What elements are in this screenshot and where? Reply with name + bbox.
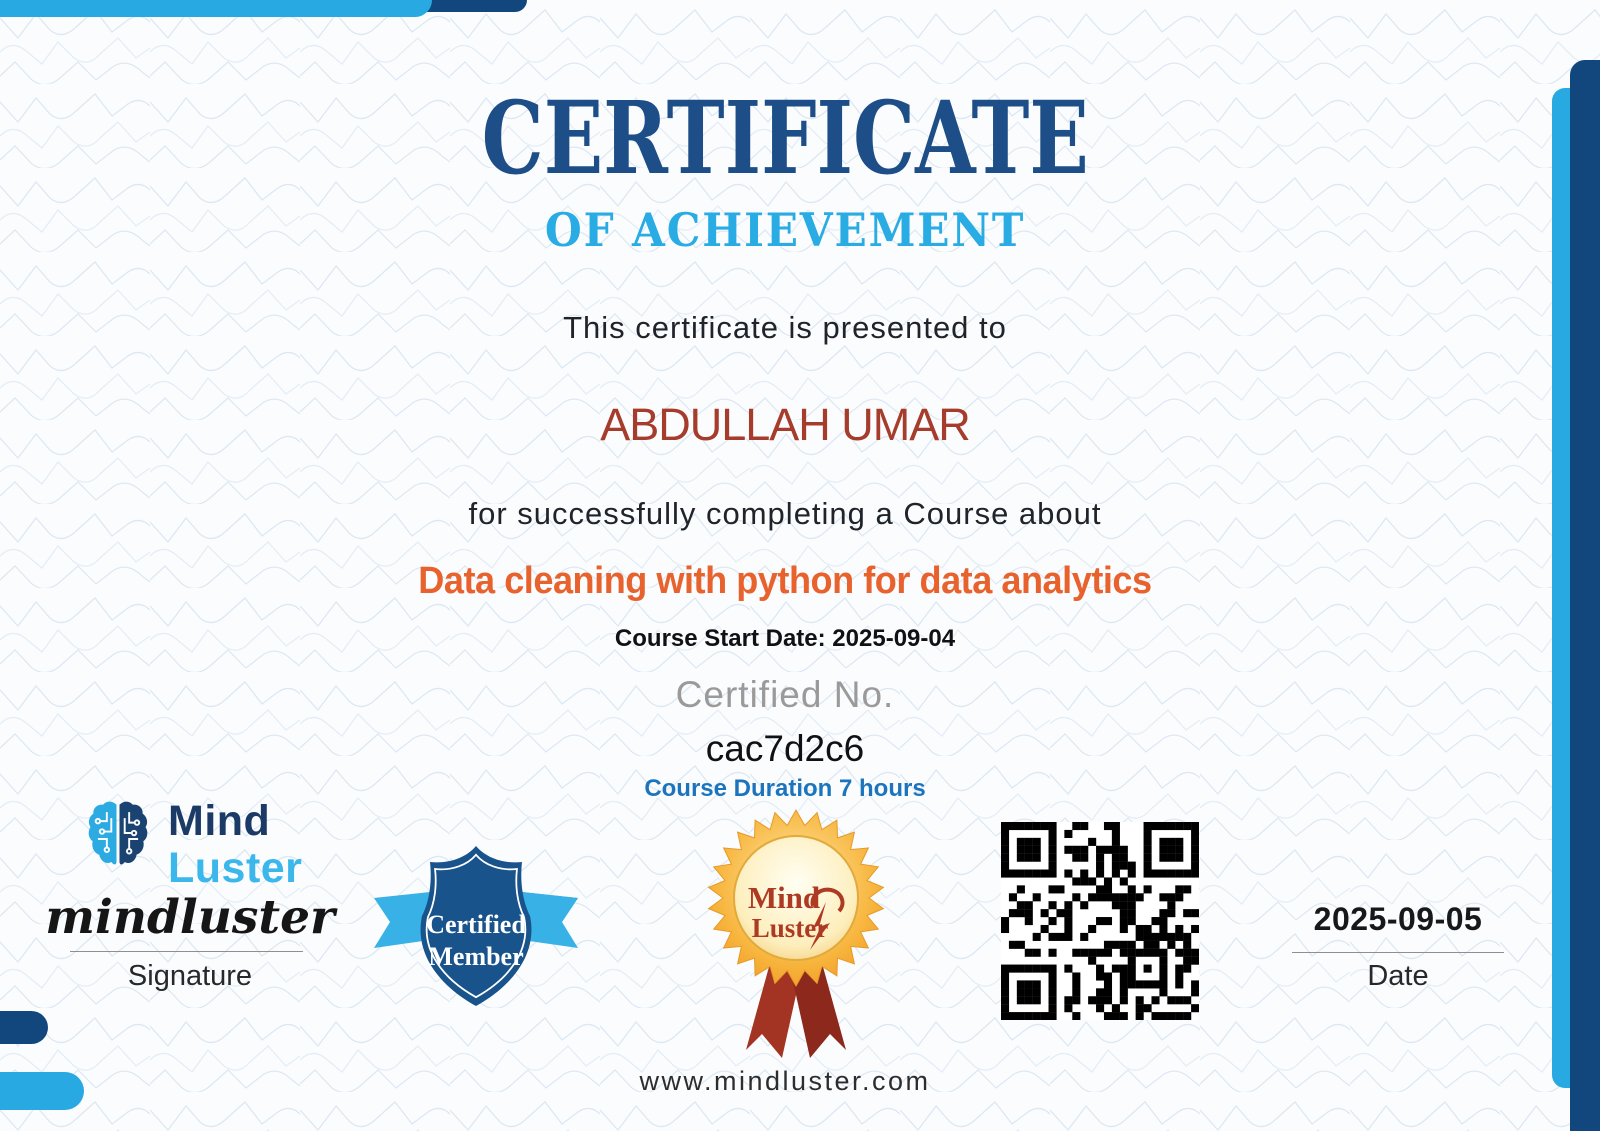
certified-no-label: Certified No. bbox=[675, 674, 895, 715]
certificate-subtitle: OF ACHIEVEMENT bbox=[544, 203, 1026, 257]
qr-code bbox=[1001, 822, 1199, 1020]
issue-date: 2025-09-05 bbox=[1313, 901, 1483, 937]
website-url: www.mindluster.com bbox=[639, 1066, 931, 1096]
medal-text-line2: Luster bbox=[751, 913, 829, 943]
date-rule bbox=[1292, 952, 1504, 953]
shield-text-line1: Certified bbox=[426, 910, 526, 939]
logo-word-luster: Luster bbox=[168, 844, 303, 892]
logo-word-mind: Mind bbox=[168, 797, 271, 845]
course-title: Data cleaning with python for data analytics bbox=[418, 560, 1152, 602]
certified-no-value: cac7d2c6 bbox=[705, 728, 865, 769]
decor-bar-bottom-left-navy bbox=[0, 1011, 48, 1044]
brain-circuit-icon bbox=[86, 792, 150, 880]
completion-line: for successfully completing a Course about bbox=[468, 496, 1102, 531]
certified-member-shield-icon bbox=[368, 836, 584, 1032]
signature-label: Signature bbox=[127, 960, 253, 992]
date-label: Date bbox=[1367, 960, 1429, 992]
certificate-title: CERTIFICATE bbox=[481, 79, 1089, 197]
signature-rule bbox=[70, 951, 303, 952]
signature-script: mindluster bbox=[45, 890, 335, 945]
decor-bar-top-cyan bbox=[0, 0, 432, 17]
course-start-date: Course Start Date: 2025-09-04 bbox=[614, 625, 956, 652]
shield-text-line2: Member bbox=[428, 942, 524, 971]
recipient-name: ABDULLAH UMAR bbox=[600, 399, 970, 450]
decor-bar-right-navy bbox=[1570, 60, 1600, 1131]
medal-text-line1: Mind bbox=[747, 880, 821, 915]
course-duration: Course Duration 7 hours bbox=[644, 775, 926, 802]
rosette-medal-icon bbox=[700, 806, 892, 1068]
presented-line: This certificate is presented to bbox=[563, 310, 1007, 345]
